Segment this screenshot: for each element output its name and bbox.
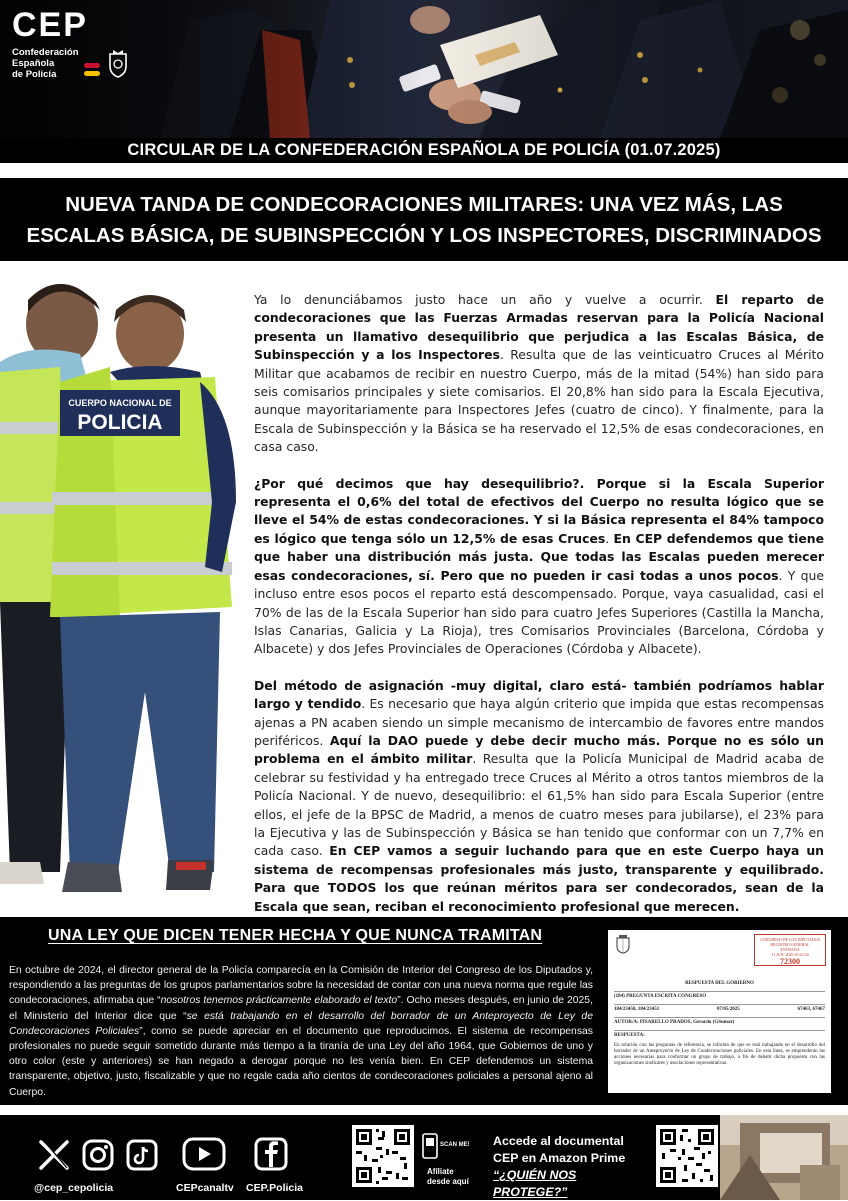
logo-wordmark: CEP (12, 6, 88, 44)
documentary-qr-code[interactable] (656, 1125, 718, 1187)
footer (0, 1115, 848, 1200)
handle-facebook[interactable]: CEP.Policia (246, 1182, 304, 1194)
ley-title: UNA LEY QUE DICEN TENER HECHA Y QUE NUNCA TRAMITAN (48, 927, 543, 944)
instagram-icon[interactable] (82, 1139, 114, 1171)
headline-line-1: NUEVA TANDA DE CONDECORACIONES MILITARES: UNA VEZ MÁS, LAS (65, 193, 783, 216)
coat-of-arms-icon (614, 934, 632, 954)
ley-panel (0, 917, 848, 1105)
cep-logo (12, 8, 130, 80)
article-body (254, 291, 824, 934)
document-answer-label: RESPUESTA: (614, 1030, 825, 1039)
youtube-icon[interactable] (182, 1137, 226, 1171)
circular-date-bar: CIRCULAR DE LA CONFEDERACIÓN ESPAÑOLA DE POLICÍA (01.07.2025) (0, 138, 848, 163)
amazon-prime-promo: Accede al documental CEP en Amazon Prime “¿QUIÉN NOS PROTEGE?” (493, 1133, 653, 1201)
registry-stamp: CONGRESO DE LOS DIPUTADOS REGISTRO GENERAL ENTRADA 11 JUN. 2025 10:23:30 72300 (754, 934, 826, 966)
handle-x-instagram-tiktok[interactable]: @cep_cepolicia (34, 1182, 114, 1194)
tiktok-icon[interactable] (126, 1139, 158, 1171)
officers-photo (0, 272, 248, 912)
scan-me-phone-icon (420, 1132, 470, 1166)
paragraph-3: Del método de asignación -muy digital, claro está- también podríamos hablar largo y tendido. Es necesario que haya algún criterio que impida que estas recompensas ajenas a PN acaben siendo un simple mecanismo de intercambio de favores entre mandos periféricos. Aquí la DAO puede y debe decir mucho más. Porque no es sólo un problema en el ámbito militar. Resulta que la Policía Municipal de Madrid acaba de celebrar su festividad y ha entregado trece Cruces al Mérito a otros tantos miembros de la Policía Nacional. Y de nuevo, desequilibrio: el 61,5% han sido para Escala Superior (entre ellos, el jefe de la BPSC de Madrid, a menos de cuatro meses para jubilarse), el 23% para la Ejecutiva y las de Subinspección y Básica se han tenido que conformar con un 7,7% en cada caso. En CEP vamos a seguir luchando para que en este Cuerpo haya un sistema de recompensas profesionales más justo, transparente y equilibrado. Para que TODOS los que reúnan méritos para ser condecorados, sean de la Escala que sean, reciban el reconocimiento profesional que merecen. (254, 677, 825, 914)
social-links (34, 1123, 334, 1193)
ley-text: En octubre de 2024, el director general de la Policía comparecía en la Comisión de Interior del Congreso de los Diputados y, respondiendo a las preguntas de los grupos parlamentarios sobre la necesidad de contar con una nueva norma que regule las condecoraciones, afirmaba que “nosotros tenemos prácticamente elaborado el texto”. Ocho meses después, en junio de 2025, el Ministerio del Interior dice que “se está trabajando en el desarrollo del borrador de un Anteproyecto de Ley de Condecoraciones Policiales”, como se puede apreciar en el documento que reproducimos. El sistema de recompensas profesionales no puede seguir sometido durante más tiempo a la tiranía de una Ley del año 1964, que Gobiernos de uno y otro color (este y anteriores) se han negado a derogar porque no les venía bien. En CEP defendemos un sistema transparente, objetivo, justo, fiscalizable y que no regale cada año cientos de condecoraciones policiales a personal ajeno al Cuerpo. (9, 965, 593, 1098)
government-response-document (608, 930, 831, 1093)
paragraph-2: ¿Por qué decimos que hay desequilibrio?. Porque si la Escala Superior representa el 0,6% del total de efectivos del Cuerpo no resulta lógico que se lleve el 54% de estas condecoraciones. Y si la Básica representa el 84% tampoco es lógico que tenga sólo un 12,5% de esas Cruces. En CEP defendemos que tiene que haber una distribución más justa. Que todas las Escalas pueden merecer esas condecoraciones, sí. Pero que no pueden ir casi todas a unos pocos. Y que incluso entre esos pocos el reparto está descompensado. Porque, vaya casualidad, casi el 70% de las de la Escala Superior han sido para cuatro Jefes Superiores (Castilla la Mancha, Islas Canarias, Galicia y La Rioja), tres Comisarios Provinciales (Barcelona, Córdoba y Albacete) y dos Jefes Provinciales de Operaciones (Córdoba y Albacete). (254, 475, 824, 657)
scan-me-label: SCAN ME! (440, 1142, 470, 1148)
hero-banner (0, 0, 848, 138)
logo-subtitle: Confederación Española de Policía (12, 47, 79, 80)
document-answer: En relación con las preguntas de referencia, se informa de que se está trabajando en el desarrollo del borrador de un Anteproyecto de Ley de Condecoraciones policiales. En esta línea, se emprenderán las acciones necesarias para conformar un grupo de trabajo, a fin de debatir dicha propuesta con las organizaciones sindicales y asociaciones representativas. (614, 1043, 825, 1066)
paragraph-1: Ya lo denunciábamos justo hace un año y vuelve a ocurrir. El reparto de condecoraciones que las Fuerzas Armadas reservan para la Policía Nacional presenta un llamativo desequilibrio que perjudica a las Escalas Básica, de Subinspección y a los Inspectores. Resulta que de las veinticuatro Cruces al Mérito Militar que acabamos de recibir en nuestro Cuerpo, más de la mitad (54%) han sido para seis comisarios principales y siete comisarios. El 20,8% han sido para la Escala Ejecutiva, aunque mayoritariamente para Inspectores Jefes (cuatro de cinco). Y finalmente, para la Escala de Subinspección y la Básica se ha reservado el 12,5% de esas condecoraciones, en casa caso. (254, 292, 824, 455)
affiliate-qr-code[interactable] (352, 1125, 414, 1187)
documentary-thumbnail[interactable] (720, 1115, 848, 1200)
document-row-1: (184) PREGUNTA ESCRITA CONGRESO (614, 991, 825, 1000)
headline (0, 178, 848, 261)
facebook-icon[interactable] (254, 1137, 288, 1171)
headline-line-2: ESCALAS BÁSICA, DE SUBINSPECCIÓN Y LOS INSPECTORES, DISCRIMINADOS (26, 224, 822, 247)
flag-stripes-icon (84, 63, 100, 76)
document-author: AUTOR/A: PISARELLO PRADOS, Gerardo (GSumar) (614, 1017, 825, 1026)
x-icon[interactable] (38, 1139, 70, 1171)
affiliate-label: Afíliate desde aquí (427, 1167, 469, 1186)
stamp-number: 72300 (780, 957, 800, 966)
vest-label-top: CUERPO NACIONAL DE (68, 398, 172, 408)
police-crest-icon (106, 48, 130, 78)
vest-label-main: POLICIA (77, 411, 163, 434)
handle-youtube[interactable]: CEPcanaltv (176, 1182, 234, 1194)
document-heading: RESPUESTA DEL GOBIERNO (685, 981, 754, 986)
documentary-title-link[interactable]: “¿QUIÉN NOS PROTEGE?” (493, 1168, 577, 1199)
document-row-2: 184/23450, 184/23451 07/05/2025 67463, 67467 (614, 1004, 825, 1013)
